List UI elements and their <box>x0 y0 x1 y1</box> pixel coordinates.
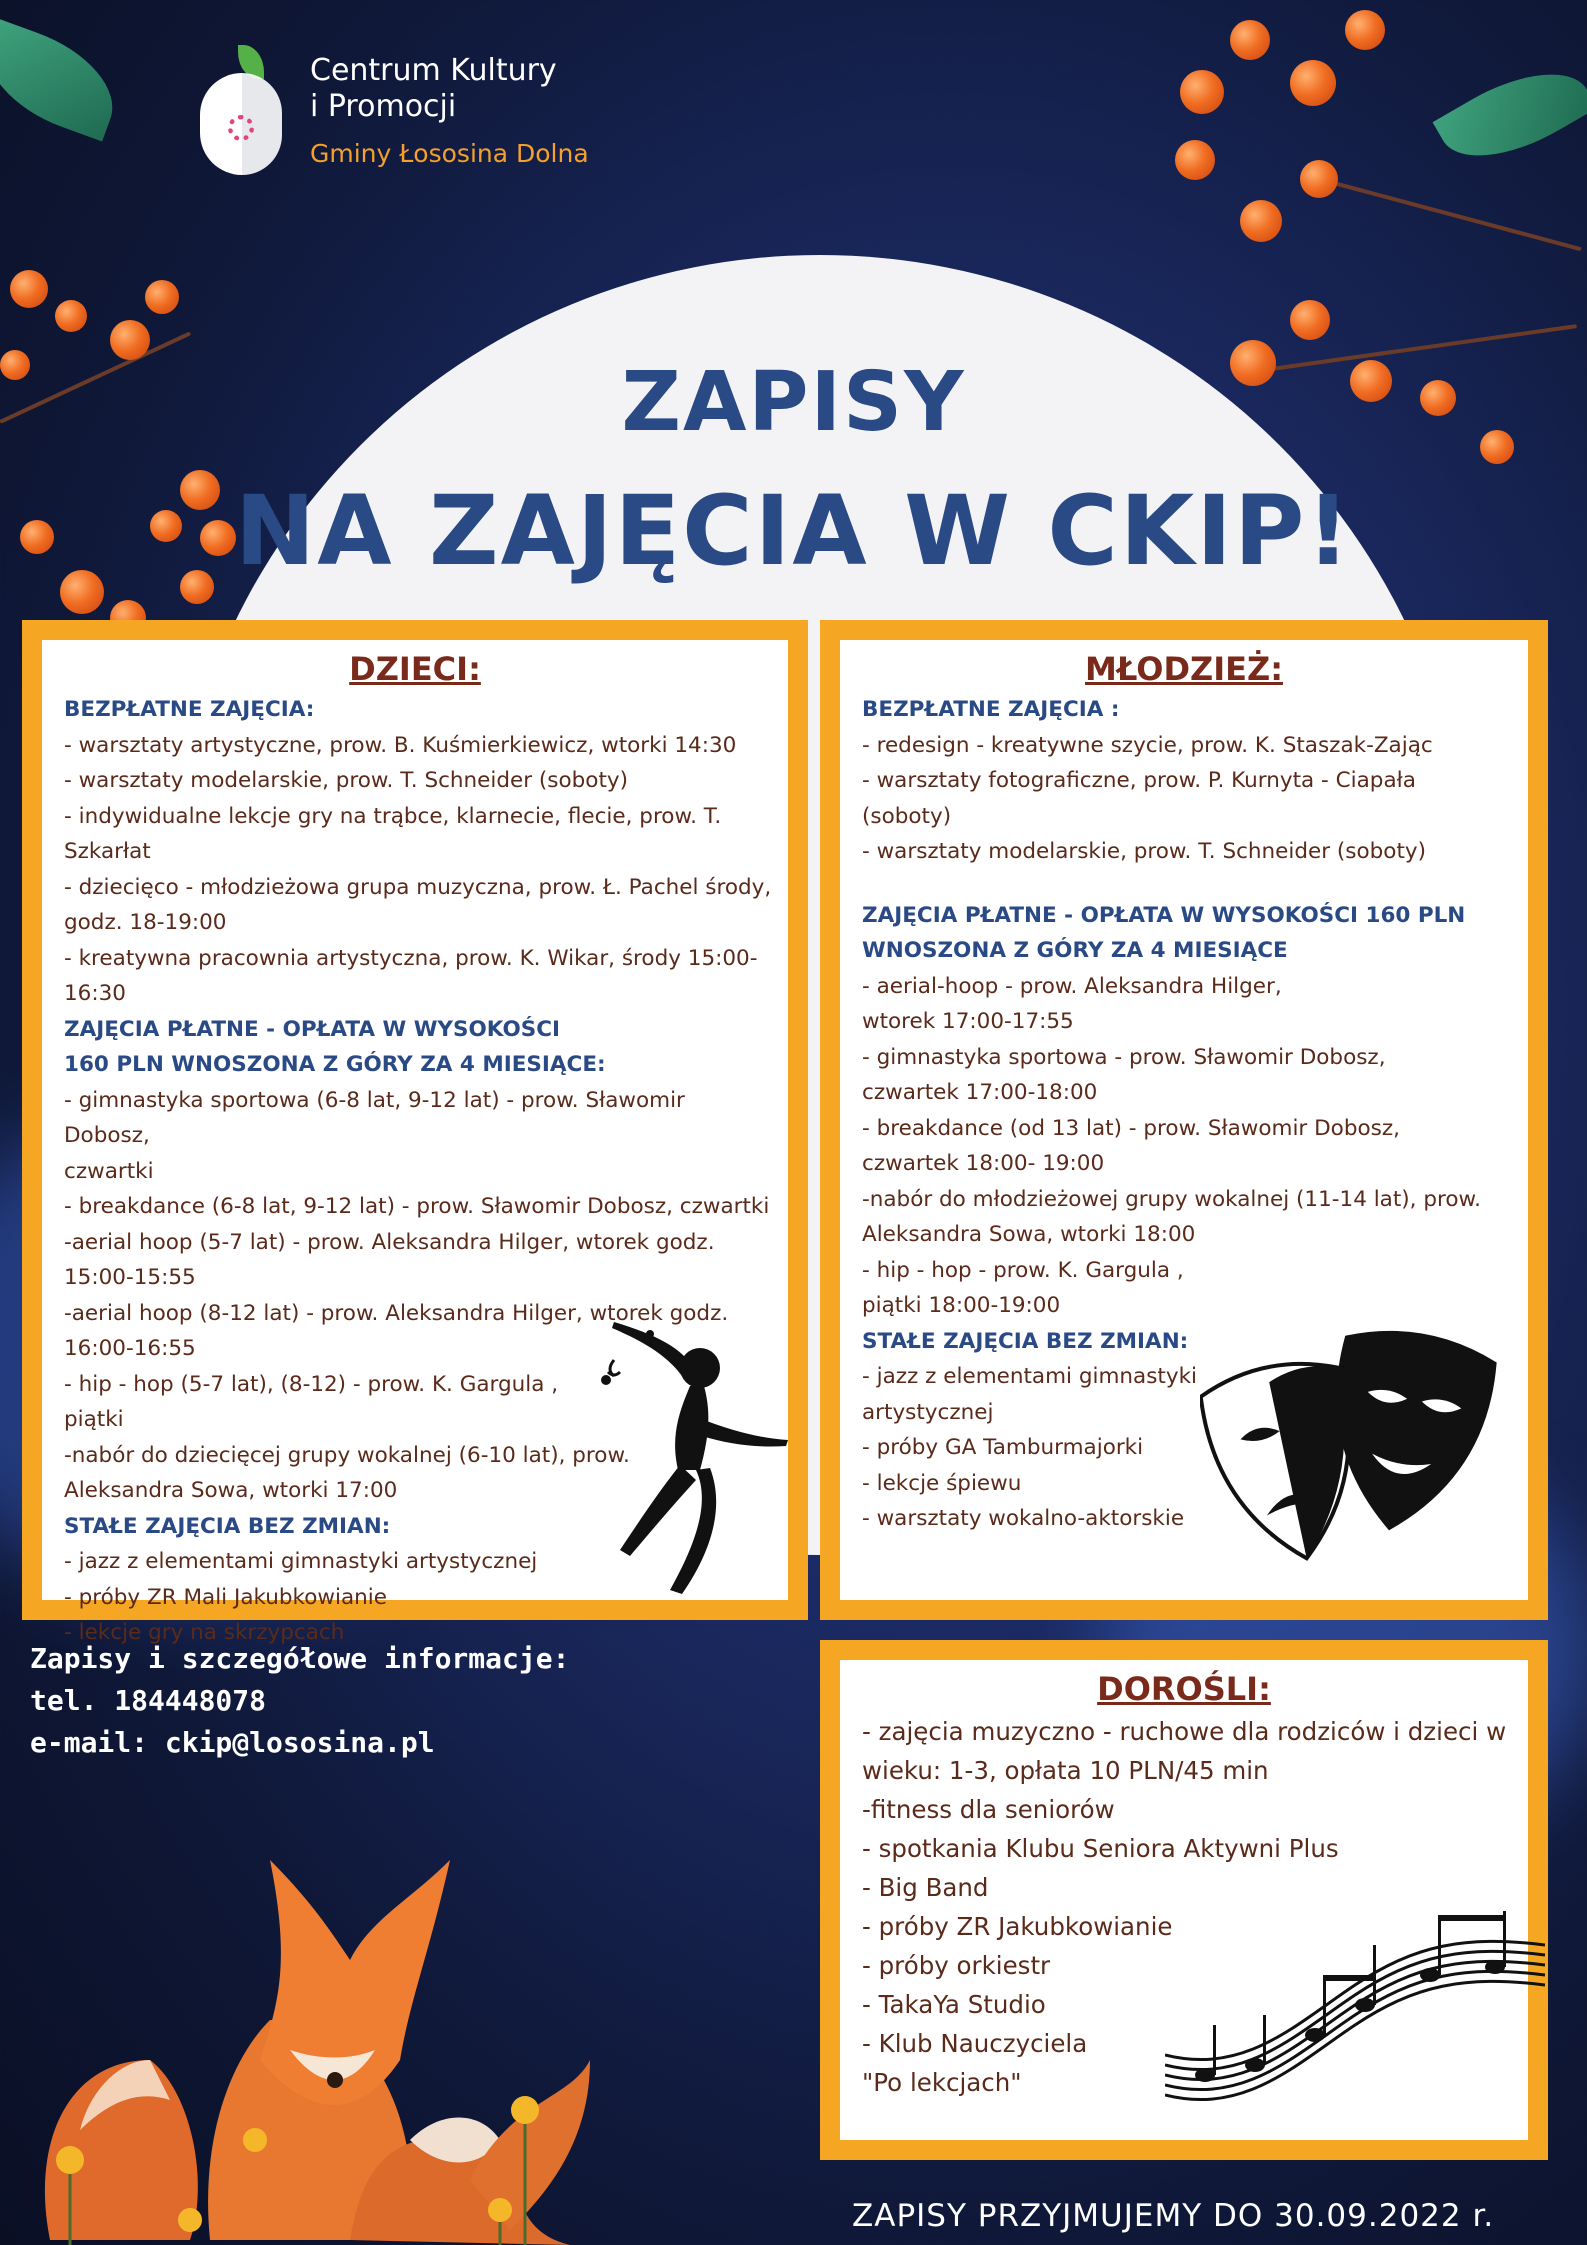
list-item: - Big Band <box>862 1873 989 1902</box>
list-item: godz. 18-19:00 <box>64 910 227 935</box>
list-item: Aleksandra Sowa, wtorki 18:00 <box>862 1222 1196 1247</box>
list-item: - hip - hop (5-7 lat), (8-12) - prow. K. Gargula , <box>64 1371 559 1397</box>
list-item: - próby ZR Mali Jakubkowianie <box>64 1584 387 1610</box>
logo-line-2: i Promocji <box>310 88 457 124</box>
list-item: "Po lekcjach" <box>862 2068 1022 2097</box>
fox-illustration <box>30 1760 590 2245</box>
list-item: 16:30 <box>64 981 126 1006</box>
list-item: wieku: 1-3, opłata 10 PLN/45 min <box>862 1756 1269 1785</box>
list-item: - indywidualne lekcje gry na trąbce, klarnecie, flecie, prow. T. <box>64 803 722 829</box>
list-item: - hip - hop - prow. K. Gargula , <box>862 1257 1184 1283</box>
contact-email[interactable]: e-mail: ckip@lososina.pl <box>30 1726 435 1759</box>
section-heading: BEZPŁATNE ZAJĘCIA : <box>862 697 1120 722</box>
logo-text <box>310 53 589 168</box>
page-title-line-2: NA ZAJĘCIA W CKIP! <box>234 475 1353 587</box>
logo-line-3: Gminy Łososina Dolna <box>310 138 589 168</box>
list-item: -nabór do dziecięcej grupy wokalnej (6-10 lat), prow. <box>64 1442 630 1468</box>
list-item: - jazz z elementami gimnastyki <box>862 1364 1197 1389</box>
list-item: - gimnastyka sportowa - prow. Sławomir Dobosz, <box>862 1044 1386 1070</box>
list-item: - jazz z elementami gimnastyki artystycznej <box>64 1549 538 1574</box>
adults-heading: DOROŚLI: <box>1097 1670 1271 1708</box>
section-heading: ZAJĘCIA PŁATNE - OPŁATA W WYSOKOŚCI <box>64 1016 561 1042</box>
theatre-masks-icon <box>1200 1320 1510 1600</box>
list-item: artystycznej <box>862 1399 994 1425</box>
list-item: piątki <box>64 1407 124 1432</box>
list-item: Aleksandra Sowa, wtorki 17:00 <box>64 1478 398 1503</box>
list-item: - dziecięco - młodzieżowa grupa muzyczna, prow. Ł. Pachel środy, <box>64 874 772 900</box>
list-item: - TakaYa Studio <box>862 1990 1046 2019</box>
list-item: - spotkania Klubu Seniora Aktywni Plus <box>862 1834 1339 1863</box>
list-item: - breakdance (6-8 lat, 9-12 lat) - prow. Sławomir Dobosz, czwartki <box>64 1194 770 1219</box>
list-item: - gimnastyka sportowa (6-8 lat, 9-12 lat) - prow. Sławomir Dobosz, <box>64 1087 685 1148</box>
list-item: - lekcje gry na skrzypcach <box>64 1620 345 1645</box>
section-heading: 160 PLN WNOSZONA Z GÓRY ZA 4 MIESIĄCE: <box>64 1052 606 1077</box>
list-item: 15:00-15:55 <box>64 1265 196 1290</box>
list-item: - próby ZR Jakubkowianie <box>862 1912 1173 1941</box>
section-heading: STAŁE ZAJĘCIA BEZ ZMIAN: <box>64 1513 391 1539</box>
music-notes-icon <box>1165 1905 1545 2105</box>
page-title-line-1: ZAPISY <box>621 355 966 450</box>
list-item: wtorek 17:00-17:55 <box>862 1009 1074 1034</box>
contact-phone[interactable]: tel. 184448078 <box>30 1684 267 1717</box>
logo[interactable] <box>200 45 589 175</box>
list-item: - próby GA Tamburmajorki <box>862 1435 1144 1460</box>
contact-heading: Zapisy i szczegółowe informacje: <box>30 1642 570 1675</box>
section-heading: WNOSZONA Z GÓRY ZA 4 MIESIĄCE <box>862 938 1288 963</box>
list-item: - kreatywna pracownia artystyczna, prow. K. Wikar, środy 15:00- <box>64 945 758 971</box>
list-item: - warsztaty modelarskie, prow. T. Schneider (soboty) <box>64 768 629 793</box>
list-item: - warsztaty fotograficzne, prow. P. Kurnyta - Ciapała <box>862 768 1416 793</box>
list-item: - warsztaty artystyczne, prow. B. Kuśmierkiewicz, wtorki 14:30 <box>64 732 737 758</box>
list-item: - redesign - kreatywne szycie, prow. K. Staszak-Zając <box>862 732 1433 758</box>
list-item: - aerial-hoop - prow. Aleksandra Hilger, <box>862 973 1282 999</box>
list-item: (soboty) <box>862 803 952 829</box>
list-item: -aerial hoop (8-12 lat) - prow. Aleksandra Hilger, wtorek godz. <box>64 1300 729 1326</box>
logo-icon <box>200 45 282 175</box>
contact-info <box>30 1638 569 1764</box>
list-item: 16:00-16:55 <box>64 1336 196 1361</box>
list-item: - zajęcia muzyczno - ruchowe dla rodziców i dzieci w <box>862 1717 1507 1746</box>
list-item: - próby orkiestr <box>862 1951 1051 1980</box>
dancer-icon <box>600 1320 790 1600</box>
kids-heading: DZIECI: <box>349 650 481 688</box>
list-item: -fitness dla seniorów <box>862 1795 1115 1824</box>
list-item: czwartki <box>64 1158 154 1184</box>
section-heading: ZAJĘCIA PŁATNE - OPŁATA W WYSOKOŚCI 160 PLN <box>862 902 1466 928</box>
section-heading: STAŁE ZAJĘCIA BEZ ZMIAN: <box>862 1328 1189 1354</box>
list-item: czwartek 18:00- 19:00 <box>862 1151 1105 1176</box>
list-item: piątki 18:00-19:00 <box>862 1293 1061 1318</box>
list-item: - breakdance (od 13 lat) - prow. Sławomir Dobosz, <box>862 1115 1400 1141</box>
list-item <box>862 870 1514 898</box>
deadline-note: ZAPISY PRZYJMUJEMY DO 30.09.2022 r. <box>852 2198 1495 2234</box>
logo-line-1: Centrum Kultury <box>310 52 557 88</box>
youth-heading: MŁODZIEŻ: <box>1085 650 1283 688</box>
list-item: czwartek 17:00-18:00 <box>862 1080 1098 1105</box>
list-item: -nabór do młodzieżowej grupy wokalnej (11-14 lat), prow. <box>862 1186 1481 1212</box>
list-item: - warsztaty wokalno-aktorskie <box>862 1506 1185 1531</box>
section-heading: BEZPŁATNE ZAJĘCIA: <box>64 697 315 722</box>
list-item: - warsztaty modelarskie, prow. T. Schneider (soboty) <box>862 839 1427 864</box>
list-item: -aerial hoop (5-7 lat) - prow. Aleksandra Hilger, wtorek godz. <box>64 1229 715 1255</box>
list-item: - lekcje śpiewu <box>862 1470 1022 1496</box>
list-item: Szkarłat <box>64 839 151 864</box>
list-item: - Klub Nauczyciela <box>862 2029 1088 2058</box>
